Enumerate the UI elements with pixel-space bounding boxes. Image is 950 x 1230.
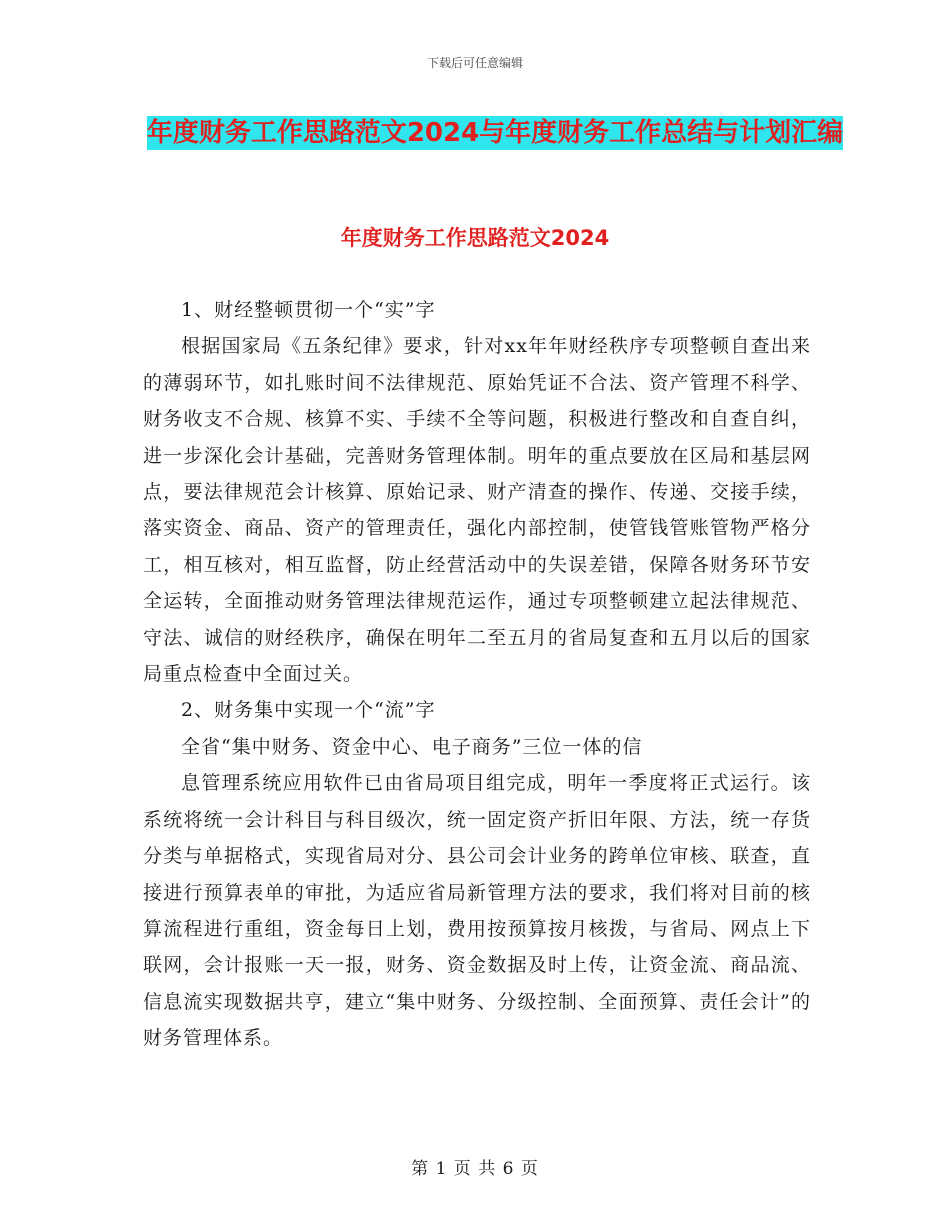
document-title [140,110,850,156]
document-title-text: 年度财务工作思路范文2024与年度财务工作总结与计划汇编 [146,118,844,148]
heading-item-2: 2、财务集中实现一个“流”字 [181,699,436,722]
page-footer: 第 1 页 共 6 页 [411,1159,539,1179]
page-header-note: 下载后可任意编辑 [426,56,523,70]
heading-item-1: 1、财经整顿贯彻一个“实”字 [181,299,436,321]
paragraph-2b: 息管理系统应用软件已由省局项目组完成，明年一季度将正式运行。该系统将统一会计科目与科目级次，统一固定资产折旧年限、方法，统一存货分类与单据格式，实现省局对分、县公司会计业务的跨单位审核、联查，直接进行预算表单的审批，为适应省局新管理方法的要求，我们将对目前的核算流程进行重组，资金每日上划，费用按预算按月核拨，与省局、网点上下联网，会计报账一天一报，财务、资金数据及时上传，让资金流、商品流、信息流实现数据共亨，建立“集中财务、分级控制、全面预算、责任会计”的财务管理体系。 [143,772,811,1050]
paragraph-2a: 全省“集中财务、资金中心、电子商务”三位一体的信 [181,735,643,758]
section-title: 年度财务工作思路范文2024 [340,226,610,250]
paragraph-1: 根据国家局《五条纪律》要求，针对xx年年财经秩序专项整顿自查出来的薄弱环节，如扎账时间不法律规范、原始凭证不合法、资产管理不科学、财务收支不合规、核算不实、手续不全等问题，积极进行整改和自查自纠，进一步深化会计基础，完善财务管理体制。明年的重点要放在区局和基层网点，要法律规范会计核算、原始记录、财产清查的操作、传递、交接手续，落实资金、商品、资产的管理责任，强化内部控制，使管钱管账管物严格分工，相互核对，相互监督，防止经营活动中的失误差错，保障各财务环节安全运转，全面推动财务管理法律规范运作，通过专项整顿建立起法律规范、守法、诚信的财经秩序，确保在明年二至五月的省局复查和五月以后的国家局重点检查中全面过关。 [143,335,811,686]
body-content [143,292,811,1057]
